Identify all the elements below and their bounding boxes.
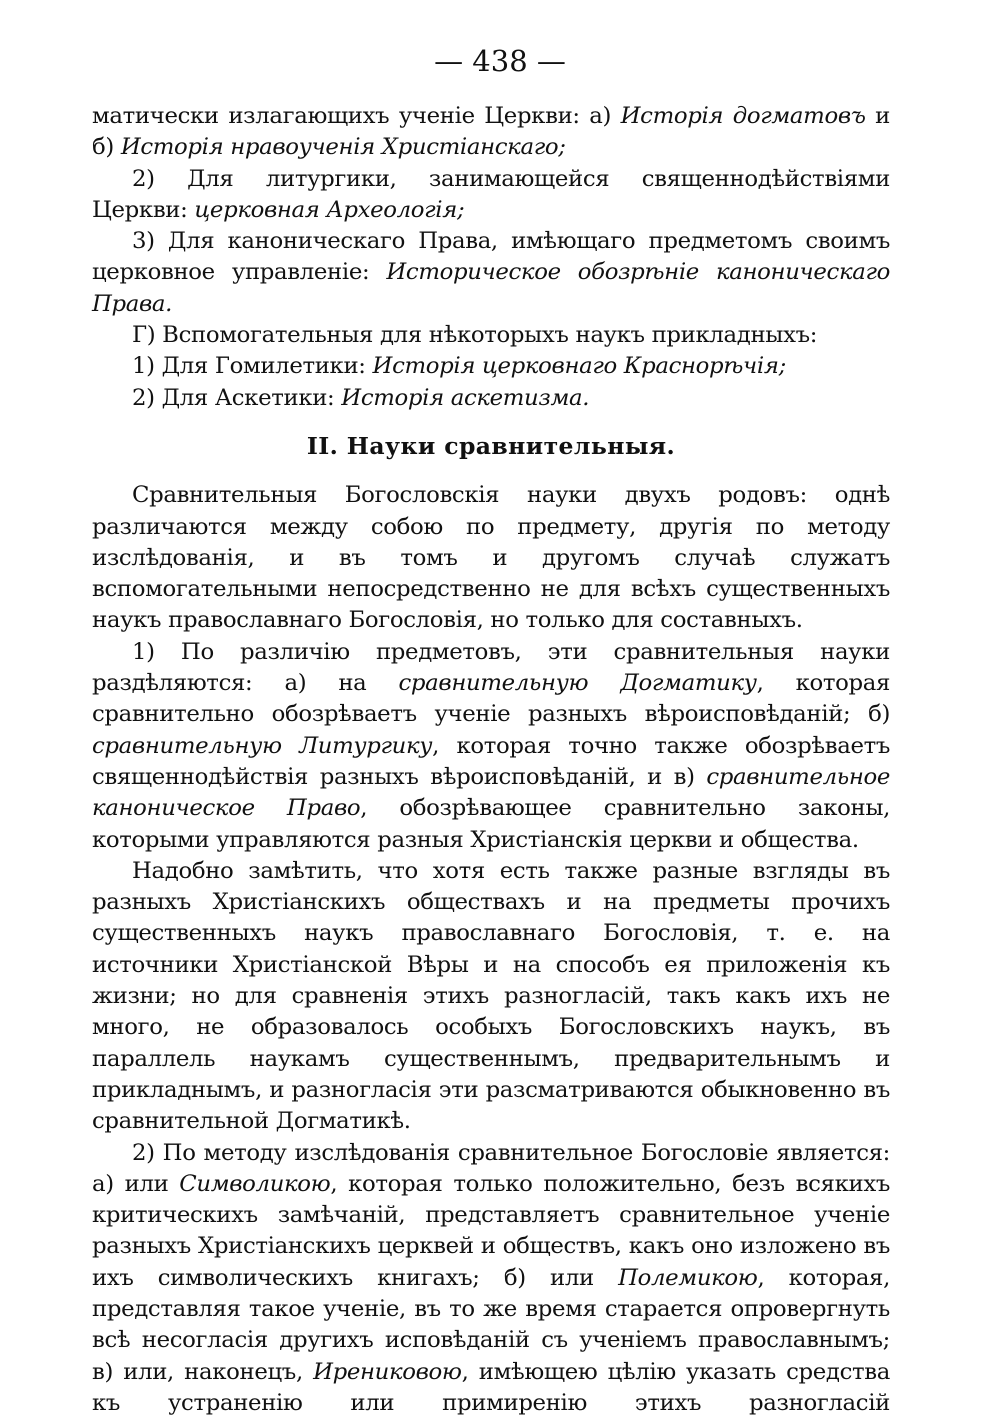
paragraph-by-method	[92, 1138, 890, 1419]
paragraph-liturgics	[92, 164, 890, 227]
paragraph-homiletics	[92, 351, 890, 382]
paragraph-comparative-intro: Сравнительныя Богословскія науки двухъ родовъ: однѣ различаются между собою по предмету, другія по методу изслѣдованія, и въ томъ и другомъ случаѣ служатъ вспомогательными непосредственно не для всѣхъ существенныхъ наукъ православнаго Богословія, но только для составныхъ.	[92, 482, 890, 634]
paragraph-auxiliary: Г) Вспомогательныя для нѣкоторыхъ наукъ прикладныхъ:	[132, 322, 818, 349]
text-run: 1) По различію предметовъ, эти сравнительныя науки раздѣляются: а) на	[92, 638, 890, 697]
text-run: , обозрѣвающее сравнительно законы, которыми управляются разныя Христіанскія церкви и общества.	[92, 795, 891, 853]
text-run: 2) Для литургики, занимающейся священнодѣйствіями Церкви:	[92, 165, 890, 223]
italic-term: сравнительное каноническое Право	[92, 763, 890, 822]
paragraph-by-subject	[92, 637, 890, 856]
text-run: матически излагающихъ ученіе Церкви: а)	[92, 103, 621, 129]
text-run: и б)	[92, 103, 890, 161]
italic-term: Полемикою	[618, 1264, 758, 1291]
paragraph-note: Надобно замѣтить, что хотя есть также разные взгляды въ разныхъ Христіанскихъ обществахъ и на предметы прочихъ существенныхъ наукъ православнаго Богословія, т. е. на источники Христіанской Вѣры и на способъ ея приложенія къ жизни; но для сравненія этихъ разногласій, такъ какъ ихъ не много, не образовалось особыхъ Богословскихъ наукъ, въ параллель наукамъ существеннымъ, предварительнымъ и прикладнымъ, и разногласія эти разсматриваются обыкновенно въ сравнительной Догматикѣ.	[92, 857, 890, 1135]
italic-title: Исторія аскетизма.	[341, 384, 590, 411]
text-run: 2) По методу изслѣдованія сравнительное Богословіе является: а) или	[92, 1139, 890, 1197]
text-run: , которая, представляя такое ученіе, въ то же время старается опровергнуть всѣ несогласія другихъ исповѣданій съ ученіемъ православнымъ; в) или, наконецъ,	[92, 1264, 890, 1385]
italic-title: Историческое обозрѣніе каноническаго Права.	[92, 259, 890, 317]
italic-term: Ирениковою	[313, 1358, 462, 1385]
italic-title: церковная Археологія;	[194, 196, 465, 223]
text-run: 3) Для каноническаго Права, имѣющаго предметомъ своимъ церковное управленіе:	[92, 228, 890, 286]
italic-title: Исторія церковнаго Краснорѣчія;	[372, 353, 786, 380]
italic-term: Символикою	[179, 1170, 331, 1197]
text-run: , которая только положительно, безъ всякихъ критическихъ замѣчаній, представляетъ сравнительное ученіе разныхъ Христіанскихъ церквей и обществъ, какъ оно изложено въ ихъ символическихъ книгахъ; б) или	[92, 1170, 890, 1291]
text-run: , которая точно также обозрѣваетъ священнодѣйствія разныхъ вѣроисповѣданій, и в)	[92, 732, 890, 790]
italic-term: сравнительную Литургику	[92, 732, 433, 759]
italic-term: сравнительную Догматику	[398, 670, 757, 697]
italic-title: Исторія догматовъ	[620, 103, 866, 129]
section-heading: II. Науки сравнительныя.	[306, 431, 676, 460]
text-run: 2) Для Аскетики:	[132, 384, 342, 411]
text-run: , имѣющею цѣлію указать средства къ устраненію или примиренію этихъ разногласій	[92, 1358, 891, 1416]
italic-title: Исторія нравоученія Христіанскаго;	[120, 134, 566, 161]
text-run: , которая сравнительно обозрѣваетъ ученіе разныхъ вѣроисповѣданій; б)	[92, 670, 891, 728]
paragraph-ascetics	[92, 383, 890, 414]
paragraph-canon-law	[92, 226, 890, 320]
page-number: — 438 —	[434, 44, 566, 78]
page-text	[92, 101, 890, 1419]
paragraph-dogmatics-history	[92, 101, 890, 164]
text-run: 1) Для Гомилетики:	[132, 353, 373, 380]
